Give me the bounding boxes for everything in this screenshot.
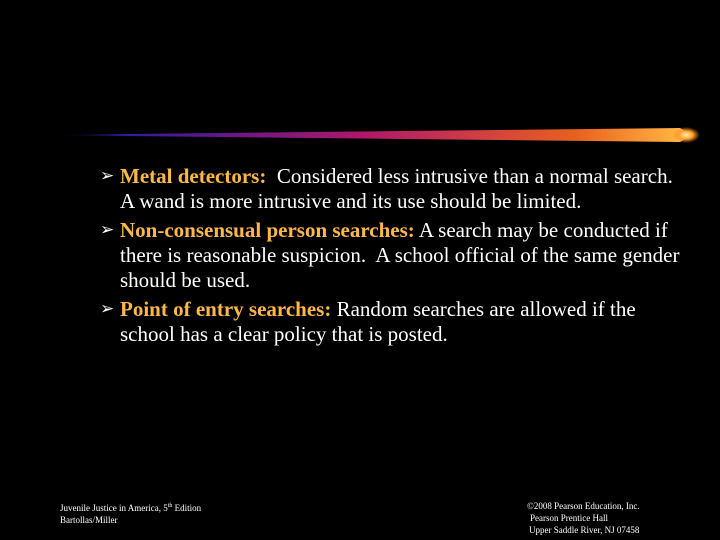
footer-copyright: ©2008 Pearson Education, Inc. xyxy=(527,501,640,511)
footer-book-title-text: Juvenile Justice in America, 5 xyxy=(60,503,168,513)
footer-publisher: Pearson Prentice Hall xyxy=(530,513,608,523)
bullet-item-point-of-entry-searches xyxy=(100,297,680,347)
footer-edition-text: Edition xyxy=(172,503,202,513)
comet-streak-decoration xyxy=(40,126,700,144)
bullet-term: Non-consensual person searches: xyxy=(120,218,415,242)
arrow-right-icon: ➢ xyxy=(100,220,115,240)
arrow-right-icon: ➢ xyxy=(100,299,115,319)
bullet-term: Point of entry searches: xyxy=(120,297,332,321)
bullet-list xyxy=(100,164,685,351)
footer-publisher-info xyxy=(527,500,640,536)
footer-edition-superscript: th xyxy=(167,503,173,509)
bullet-item-metal-detectors xyxy=(100,164,683,214)
bullet-term: Metal detectors: xyxy=(120,164,267,188)
footer-book-info xyxy=(60,500,201,526)
arrow-right-icon: ➢ xyxy=(100,166,115,186)
footer-book-title xyxy=(60,500,201,514)
bullet-text: Considered less intrusive than a normal search. A wand is more intrusive and its use should be limited. xyxy=(120,164,683,213)
bullet-text: Random searches are allowed if the school has a clear policy that is posted. xyxy=(120,297,641,346)
bullet-item-non-consensual-searches xyxy=(100,218,685,293)
footer-authors: Bartollas/Miller xyxy=(60,515,118,525)
bullet-text: A search may be conducted if there is reasonable suspicion. A school official of the same gender should be used. xyxy=(120,218,685,292)
footer-address: Upper Saddle River, NJ 07458 xyxy=(529,525,640,535)
